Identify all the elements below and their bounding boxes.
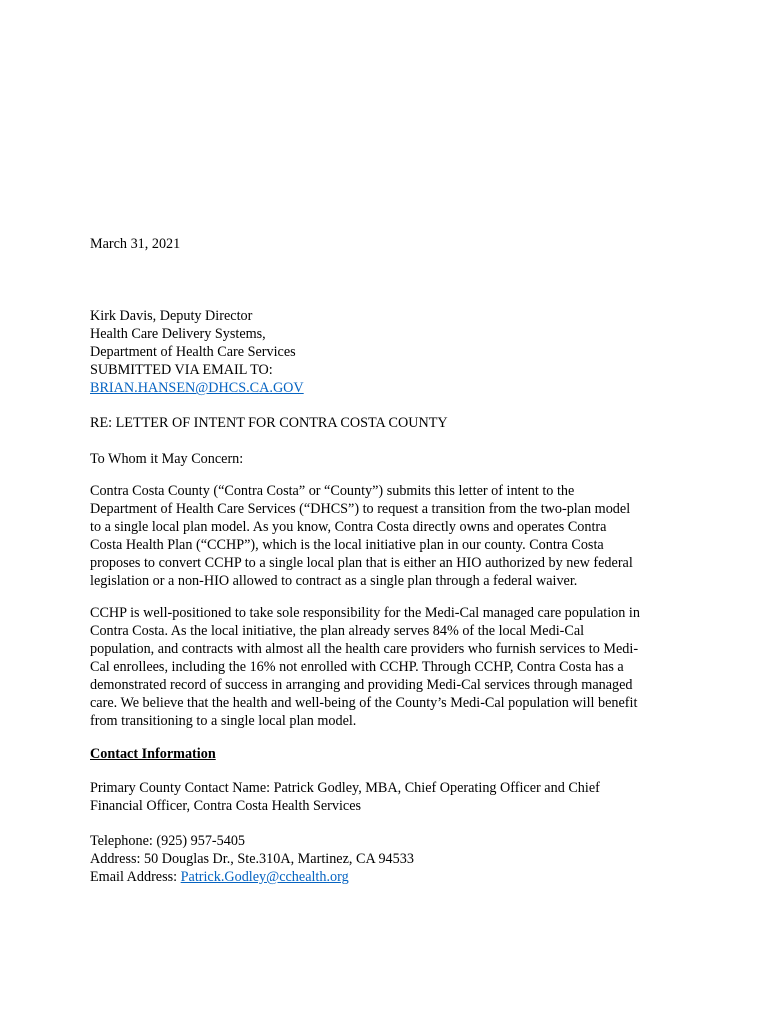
paragraph-line: Cal enrollees, including the 16% not enrolled with CCHP. Through CCHP, Contra Costa has a	[90, 659, 624, 675]
paragraph-line: to a single local plan model. As you know, Contra Costa directly owns and operates Contra	[90, 519, 607, 535]
primary-contact	[90, 779, 600, 815]
email-row	[90, 868, 414, 886]
paragraph-line: Costa Health Plan (“CCHP”), which is the local initiative plan in our county. Contra Costa	[90, 537, 604, 553]
recipient-block	[90, 307, 304, 397]
email-label: Email Address:	[90, 869, 181, 885]
submission-note: SUBMITTED VIA EMAIL TO:	[90, 362, 273, 378]
primary-contact-line: Financial Officer, Contra Costa Health Services	[90, 798, 362, 814]
paragraph-line: Department of Health Care Services (“DHCS”) to request a transition from the two-plan model	[90, 501, 631, 517]
recipient-division: Health Care Delivery Systems,	[90, 326, 266, 342]
paragraph-line: population, and contracts with almost all the health care providers who furnish services to Medi-	[90, 641, 639, 657]
paragraph-line: legislation or a non-HIO allowed to contract as a single plan through a federal waiver.	[90, 573, 578, 589]
paragraph-positioning	[90, 604, 690, 730]
contact-email-link[interactable]: Patrick.Godley@cchealth.org	[180, 869, 349, 885]
salutation: To Whom it May Concern:	[90, 451, 244, 467]
paragraph-intent	[90, 482, 690, 590]
letter-date: March 31, 2021	[90, 236, 181, 252]
recipient-email-link[interactable]: BRIAN.HANSEN@DHCS.CA.GOV	[90, 380, 304, 396]
recipient-department: Department of Health Care Services	[90, 344, 296, 360]
contact-heading: Contact Information	[90, 746, 216, 762]
paragraph-line: Contra Costa. As the local initiative, the plan already serves 84% of the local Medi-Cal	[90, 623, 585, 639]
paragraph-line: CCHP is well-positioned to take sole responsibility for the Medi-Cal managed care population in	[90, 605, 640, 621]
paragraph-line: proposes to convert CCHP to a single local plan that is either an HIO authorized by new federal	[90, 555, 633, 571]
recipient-name: Kirk Davis, Deputy Director	[90, 308, 253, 324]
primary-contact-line: Primary County Contact Name: Patrick Godley, MBA, Chief Operating Officer and Chief	[90, 780, 600, 796]
paragraph-line: from transitioning to a single local plan model.	[90, 713, 357, 729]
paragraph-line: Contra Costa County (“Contra Costa” or “County”) submits this letter of intent to the	[90, 483, 575, 499]
paragraph-line: care. We believe that the health and well-being of the County’s Medi-Cal population will benefit	[90, 695, 638, 711]
paragraph-line: demonstrated record of success in arranging and providing Medi-Cal services through managed	[90, 677, 633, 693]
re-line: RE: LETTER OF INTENT FOR CONTRA COSTA COUNTY	[90, 415, 448, 431]
address: Address: 50 Douglas Dr., Ste.310A, Martinez, CA 94533	[90, 851, 414, 867]
letter-page	[90, 0, 690, 1024]
telephone: Telephone: (925) 957-5405	[90, 833, 246, 849]
contact-details	[90, 832, 414, 886]
